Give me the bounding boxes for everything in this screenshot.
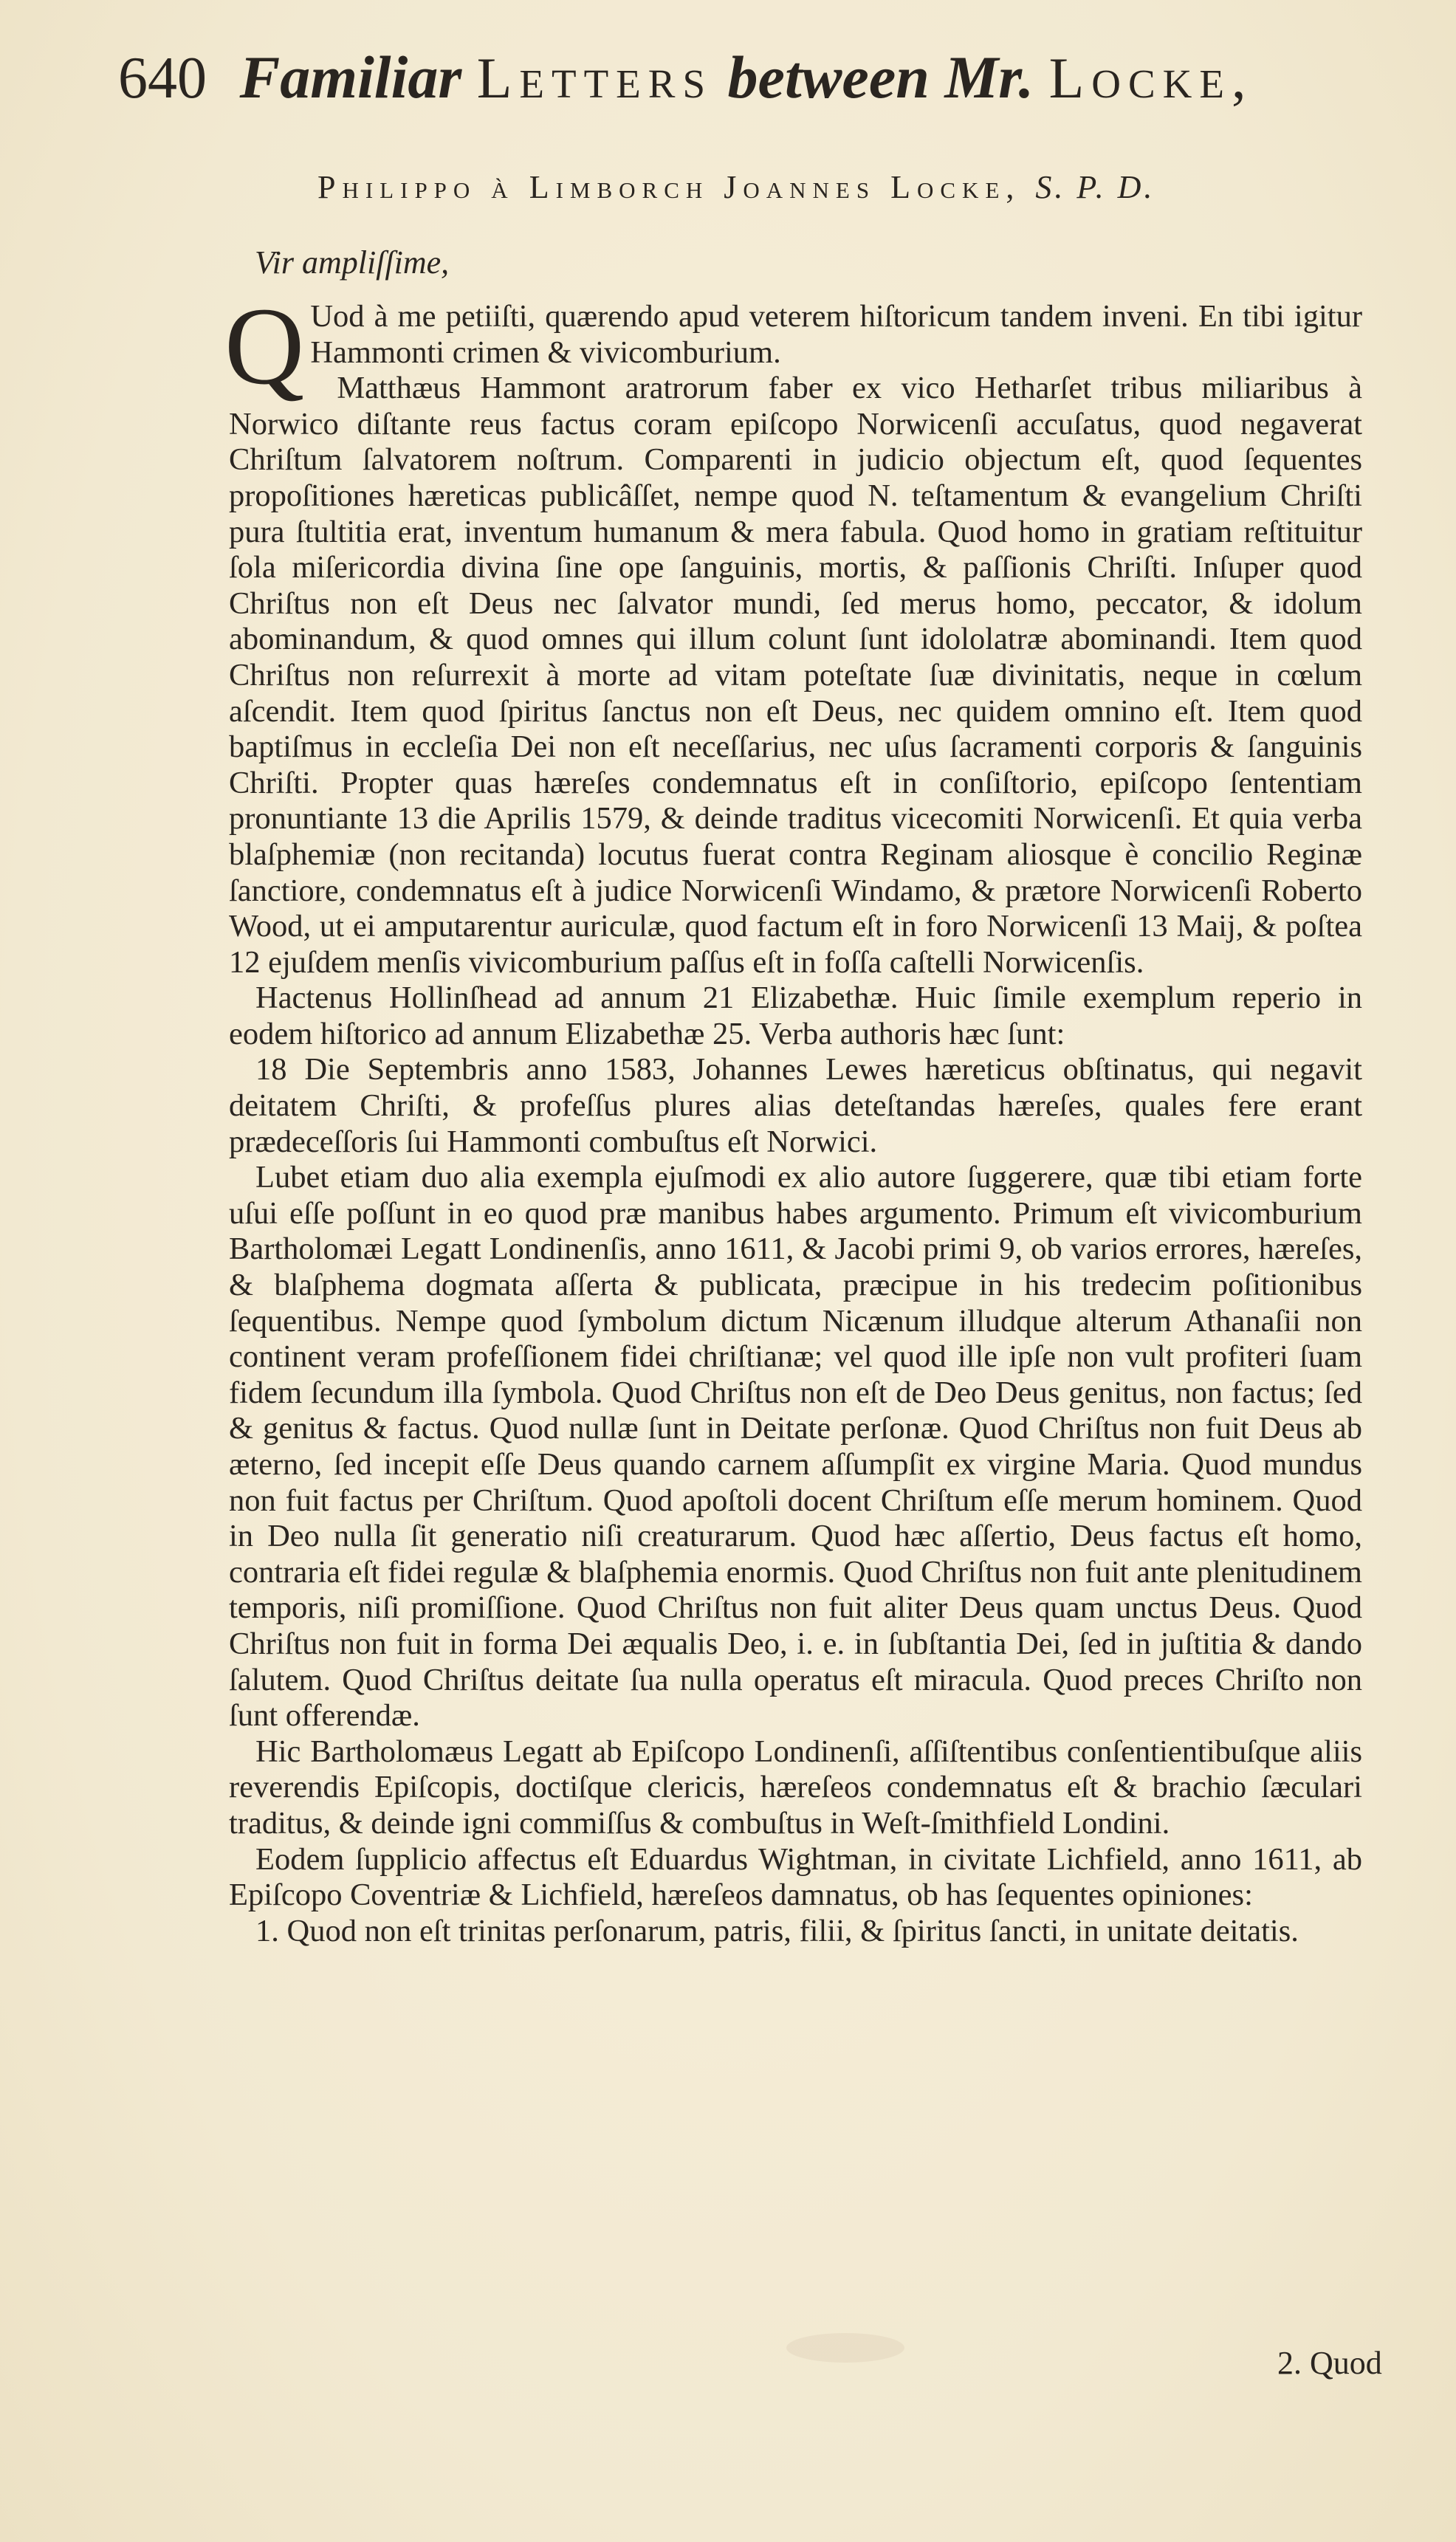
catchword: 2. Quod xyxy=(1277,2345,1382,2381)
drop-cap: Q xyxy=(224,285,305,408)
paragraph: Eodem ſupplicio affectus eſt Eduardus Wightman, in civitate Lichfield, anno 1611, ab Epiſcopo Coventriæ & Lichfield, hæreſeos damnatus, ob has ſequentes opiniones: xyxy=(229,1841,1362,1913)
paragraph-text: Uod à me petiiſti, quærendo apud veterem hiſtoricum tandem inveni. En tibi igitur Hammonti crimen & vivicomburium. xyxy=(310,299,1362,370)
paragraph: Lubet etiam duo alia exempla ejuſmodi ex alio autore ſuggerere, quæ tibi etiam forte uſui eſſe poſſunt in eo quod præ manibus habes argumento. Primum eſt vivicomburium Bartholomæi Legatt Londinenſis, anno 1611, & Jacobi primi 9, ob varios errores, hæreſes, & blaſphema dogmata aſſerta & publicata, præcipue in his tredecim poſitionibus ſequentibus. Nempe quod ſymbolum dictum Nicænum illudque alterum Athanaſii non continent veram profeſſionem fidei chriſtianæ; vel quod ille ipſe non vult profiteri ſuam fidem ſecundum illa ſymbola. Quod Chriſtus non eſt de Deo Deus genitus, non factus; ſed & genitus & factus. Quod nullæ ſunt in Deitate perſonæ. Quod Chriſtus non fuit Deus ab æterno, ſed incepit eſſe Deus quando carnem aſſumpſit ex virgine Maria. Quod mundus non fuit factus per Chriſtum. Quod apoſtoli docent Chriſtum eſſe merum hominem. Quod in Deo nulla ſit generatio niſi creaturarum. Quod hæc aſſertio, Deus factus eſt homo, contraria eſt fidei regulæ & blaſphemia enormis. Quod Chriſtus non fuit ante plenitudinem temporis, niſi promiſſione. Quod Chriſtus non fuit aliter Deus quam unctus Deus. Quod Chriſtus non fuit in forma Dei æqualis Deo, i. e. in ſubſtantia Dei, ſed in juſtitia & dando ſalutem. Quod Chriſtus deitate ſua nulla operatus eſt miracula. Quod preces Chriſto non ſunt offerendæ. xyxy=(229,1160,1362,1734)
running-head-letters: Letters xyxy=(476,46,713,110)
paragraph xyxy=(224,285,1362,408)
running-head-familiar: Familiar xyxy=(239,44,462,111)
salutation-names: Philippo à Limborch Joannes Locke, xyxy=(317,169,1021,205)
paragraph: 18 Die Septembris anno 1583, Johannes Lewes hæreticus obſtinatus, qui negavit deitatem Chriſti, & profeſſus plures alias deteſtandas hæreſes, quales fere erant prædeceſſoris ſui Hammonti combuſtus eſt Norwici. xyxy=(229,1052,1362,1159)
letter-body xyxy=(224,285,1362,1949)
running-head-between: between Mr. xyxy=(727,44,1034,111)
paper-stain xyxy=(786,2333,904,2363)
letter-salutation xyxy=(317,168,1351,206)
running-head xyxy=(118,37,1344,119)
paragraph: Hic Bartholomæus Legatt ab Epiſcopo Londinenſi, aſſiſtentibus conſentientibuſque aliis reverendis Epiſcopis, doctiſque clericis, hæreſeos condemnatus eſt & brachio ſæculari traditus, & deinde igni commiſſus & combuſtus in Weſt-ſmithfield Londini. xyxy=(229,1734,1362,1841)
letter-vocative: Vir ampliſſime, xyxy=(255,244,450,281)
page-number: 640 xyxy=(118,46,207,111)
paragraph: 1. Quod non eſt trinitas perſonarum, patris, filii, & ſpiritus ſancti, in unitate deitatis. xyxy=(255,1913,1299,1948)
running-head-locke: Locke, xyxy=(1048,46,1254,110)
paragraph: Hactenus Hollinſhead ad annum 21 Elizabethæ. Huic ſimile exemplum reperio in eodem hiſtorico ad annum Elizabethæ 25. Verba authoris hæc ſunt: xyxy=(229,980,1362,1051)
paragraph: Matthæus Hammont aratrorum faber ex vico Hetharſet tribus miliaribus à Norwico diſtante reus factus coram epiſcopo Norwicenſi accuſatus, quod negaverat Chriſtum ſalvatorem noſtrum. Comparenti in judicio objectum eſt, quod ſequentes propoſitiones hæreticas publicâſſet, nempe quod N. teſtamentum & evangelium Chriſti pura ſtultitia erat, inventum humanum & mera fabula. Quod homo in gratiam reſtituitur ſola miſericordia divina ſine ope ſanguinis, mortis, & paſſionis Chriſti. Inſuper quod Chriſtus non eſt Deus nec ſalvator mundi, ſed merus homo, peccator, & idolum abominandum, & quod omnes qui illum colunt ſunt idololatræ abominandi. Item quod Chriſtus non reſurrexit à morte ad vitam poteſtate ſuæ divinitatis, neque in cœlum aſcendit. Item quod ſpiritus ſanctus non eſt Deus, nec quidem omnino eſt. Item quod baptiſmus in eccleſia Dei non eſt neceſſarius, nec uſus ſacramenti corporis & ſanguinis Chriſti. Propter quas hæreſes condemnatus eſt in conſiſtorio, epiſcopo ſententiam pronuntiante 13 die Aprilis 1579, & deinde traditus vicecomiti Norwicenſi. Et quia verba blaſphemiæ (non recitanda) locutus fuerat contra Reginam aliosque è concilio Reginæ ſanctiore, condemnatus eſt à judice Norwicenſi Windamo, & prætore Norwicenſi Roberto Wood, ut ei amputarentur auriculæ, quod factum eſt in foro Norwicenſi 13 Maij, & poſtea 12 ejuſdem menſis vivicomburium paſſus eſt in foſſa caſtelli Norwicenſis. xyxy=(229,371,1362,980)
salutation-spd: S. P. D. xyxy=(1035,169,1155,205)
